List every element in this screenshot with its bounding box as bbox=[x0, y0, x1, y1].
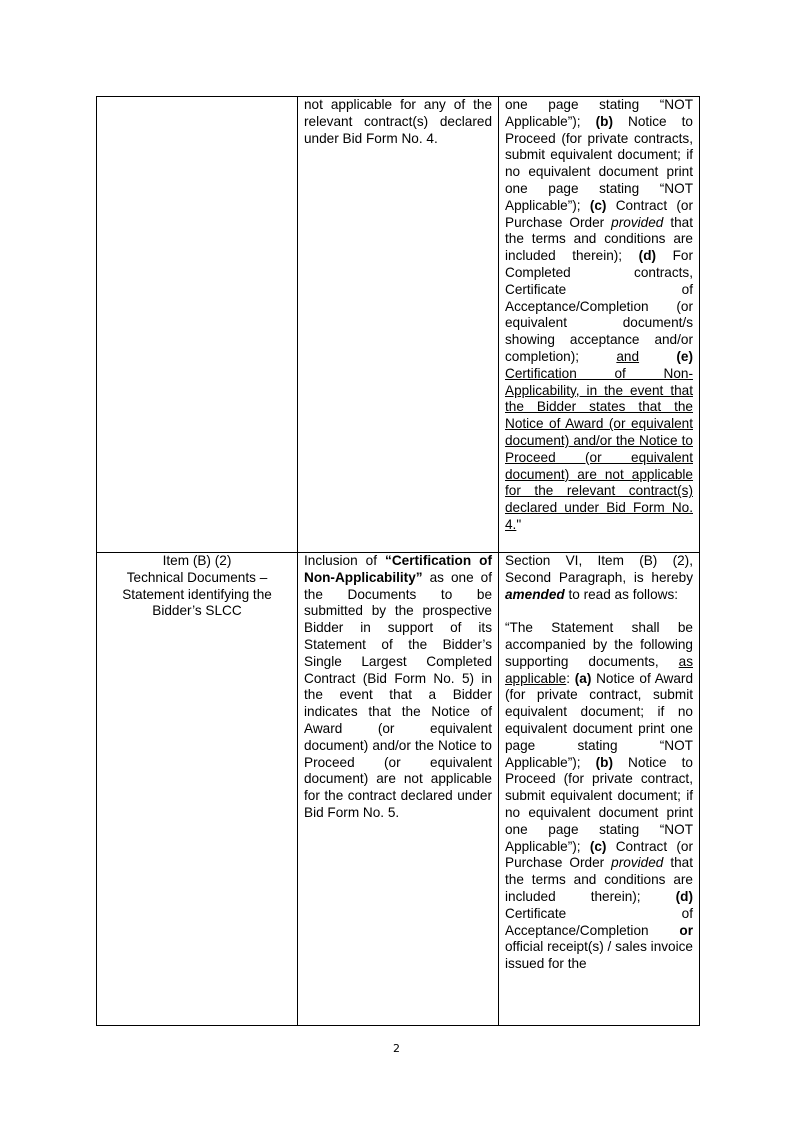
table-row bbox=[97, 553, 700, 1026]
item-cell bbox=[97, 97, 298, 553]
amendment-description-cell: not applicable for any of the relevant contract(s) declared under Bid Form No. 4. bbox=[298, 97, 499, 553]
page-number: 2 bbox=[393, 1042, 400, 1055]
amended-text-cell: one page stating “NOT Applicable”); (b) Notice to Proceed (for private contracts, submit equivalent document; if no equivalent document print one page stating “NOT Applicable”); (c) Contract (or Purchase Order provided that the terms and conditions are included therein); (d) For Completed contracts, Certificate of Acceptance/Completion (or equivalent document/s showing acceptance and/or completion); and (e) Certification of Non-Applicability, in the event that the Bidder states that the Notice of Award (or equivalent document) and/or the Notice to Proceed (or equivalent document) are not applicable for the relevant contract(s) declared under Bid Form No. 4." bbox=[499, 97, 700, 553]
amendment-description-cell: Inclusion of “Certification of Non-Applicability” as one of the Documents to be submitted by the prospective Bidder in support of its Statement of the Bidder’s Single Largest Completed Contract (Bid Form No. 5) in the event that a Bidder indicates that the Notice of Award (or equivalent document) and/or the Notice to Proceed (or equivalent document) are not applicable for the contract declared under Bid Form No. 5. bbox=[298, 553, 499, 1026]
amended-text-cell: Section VI, Item (B) (2), Second Paragraph, is hereby amended to read as follows: “The Statement shall be accompanied by the following supporting documents, as applicable: (a) Notice of Award (for private contract, submit equivalent document; if no equivalent document print one page stating “NOT Applicable”); (b) Notice to Proceed (for private contract, submit equivalent document; if no equivalent document print one page stating “NOT Applicable”); (c) Contract (or Purchase Order provided that the terms and conditions are included therein); (d) Certificate of Acceptance/Completion or official receipt(s) / sales invoice issued for the bbox=[499, 553, 700, 1026]
amendment-table bbox=[96, 96, 700, 1026]
item-cell: Item (B) (2) Technical Documents – Statement identifying the Bidder’s SLCC bbox=[97, 553, 298, 1026]
table-row bbox=[97, 97, 700, 553]
